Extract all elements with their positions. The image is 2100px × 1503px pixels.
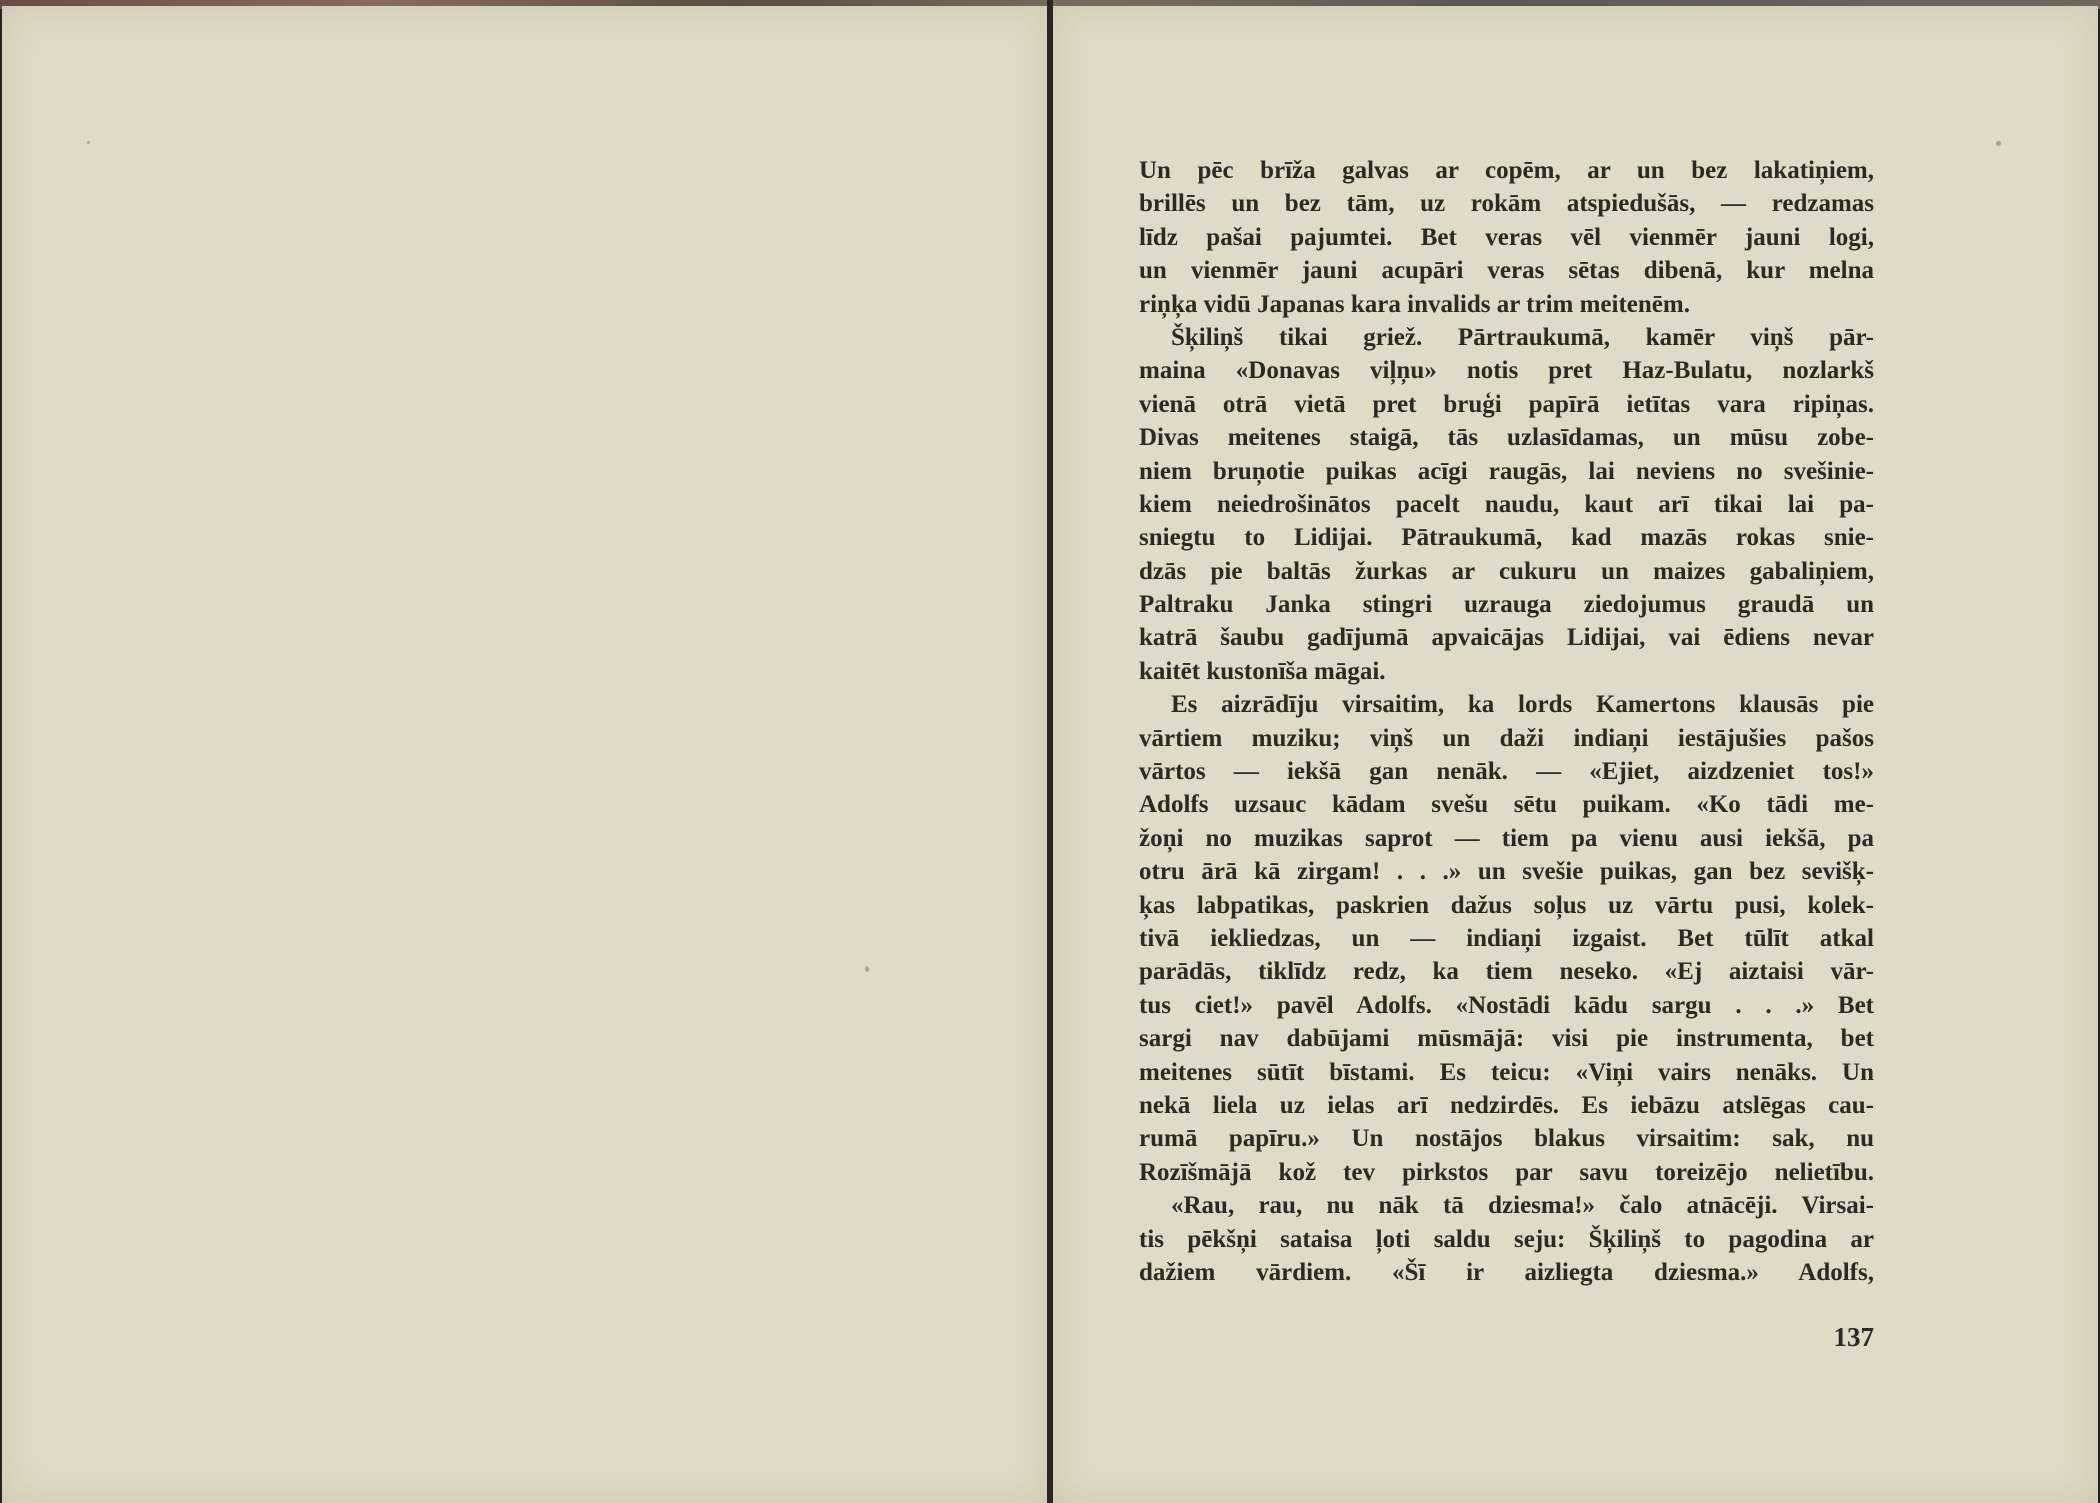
paper-speck: [1996, 141, 2001, 146]
text-line: ķas labpatikas, paskrien dažus soļus uz vārtu pusi, kolek-: [1139, 891, 1874, 919]
text-line: dzās pie baltās žurkas ar cukuru un maizes gabaliņiem,: [1139, 557, 1874, 585]
text-line: sargi nav dabūjami mūsmājā: visi pie instrumenta, bet: [1139, 1025, 1874, 1053]
left-page-blank: [2, 6, 1049, 1503]
text-line: Paltraku Janka stingri uzrauga ziedojumus graudā un: [1139, 591, 1874, 619]
text-line: «Rau, rau, nu nāk tā dziesma!» čalo atnācēji. Virsai-: [1171, 1192, 1874, 1220]
text-line: Es aizrādīju virsaitim, ka lords Kamertons klausās pie: [1171, 691, 1874, 719]
text-line: Adolfs uzsauc kādam svešu sētu puikam. «Ko tādi me-: [1139, 791, 1874, 819]
text-line: vārtiem muziku; viņš un daži indiaņi iestājušies pašos: [1139, 724, 1874, 752]
text-line: Un pēc brīža galvas ar copēm, ar un bez lakatiņiem,: [1139, 157, 1874, 184]
text-line: brillēs un bez tām, uz rokām atspiedušās, — redzamas: [1139, 190, 1874, 218]
paper-speck: [865, 966, 869, 972]
text-line: dažiem vārdiem. «Šī ir aizliegta dziesma.» Adolfs,: [1139, 1258, 1874, 1286]
text-line: otru ārā kā zirgam! . . .» un svešie puikas, gan bez sevišķ-: [1139, 858, 1874, 886]
text-line: katrā šaubu gadījumā apvaicājas Lidijai, vai ēdiens nevar: [1139, 624, 1874, 652]
text-line: Šķiliņš tikai griež. Pārtraukumā, kamēr viņš pār-: [1171, 323, 1874, 351]
text-line: rumā papīru.» Un nostājos blakus virsaitim: sak, nu: [1139, 1125, 1874, 1153]
right-page: [1053, 6, 2098, 1503]
text-line: nekā liela uz ielas arī nedzirdēs. Es iebāzu atslēgas cau-: [1139, 1091, 1874, 1119]
text-line: līdz pašai pajumtei. Bet veras vēl vienmēr jauni logi,: [1139, 223, 1874, 251]
text-line: kiem neiedrošinātos pacelt naudu, kaut arī tikai lai pa-: [1139, 490, 1874, 518]
text-line: žoņi no muzikas saprot — tiem pa vienu ausi iekšā, pa: [1139, 824, 1874, 852]
text-line: parādās, tiklīdz redz, ka tiem neseko. «Ej aiztaisi vār-: [1139, 958, 1874, 986]
text-line: kaitēt kustonīša māgai.: [1139, 657, 1386, 685]
text-line: meitenes sūtīt bīstami. Es teicu: «Viņi vairs nenāks. Un: [1139, 1058, 1874, 1086]
text-line: niem bruņotie puikas acīgi raugās, lai neviens no svešinie-: [1139, 457, 1874, 485]
text-line: vārtos — iekšā gan nenāk. — «Ejiet, aizdzeniet tos!»: [1139, 758, 1874, 786]
text-line: sniegtu to Lidijai. Pātraukumā, kad mazās rokas snie-: [1139, 524, 1874, 552]
page-number: 137: [1833, 1322, 1874, 1352]
text-line: tis pēkšņi sataisa ļoti saldu seju: Šķiliņš to pagodina ar: [1139, 1225, 1874, 1253]
paper-speck: [87, 141, 90, 144]
text-line: tivā iekliedzas, un — indiaņi izgaist. Bet tūlīt atkal: [1139, 924, 1874, 952]
text-line: riņķa vidū Japanas kara invalids ar trim meitenēm.: [1139, 290, 1690, 318]
text-line: maina «Donavas viļņu» notis pret Haz-Bulatu, nozlarkš: [1139, 357, 1874, 385]
text-line: tus ciet!» pavēl Adolfs. «Nostādi kādu sargu . . .» Bet: [1139, 991, 1874, 1019]
body-text: [1139, 154, 1874, 1289]
text-line: un vienmēr jauni acupāri veras sētas dibenā, kur melna: [1139, 257, 1874, 285]
text-line: vienā otrā vietā pret bruģi papīrā ietītas vara ripiņas.: [1139, 390, 1874, 418]
text-line: Rozīšmājā kož tev pirkstos par savu toreizējo nelietību.: [1139, 1158, 1874, 1186]
text-line: Divas meitenes staigā, tās uzlasīdamas, un mūsu zobe-: [1139, 424, 1874, 452]
